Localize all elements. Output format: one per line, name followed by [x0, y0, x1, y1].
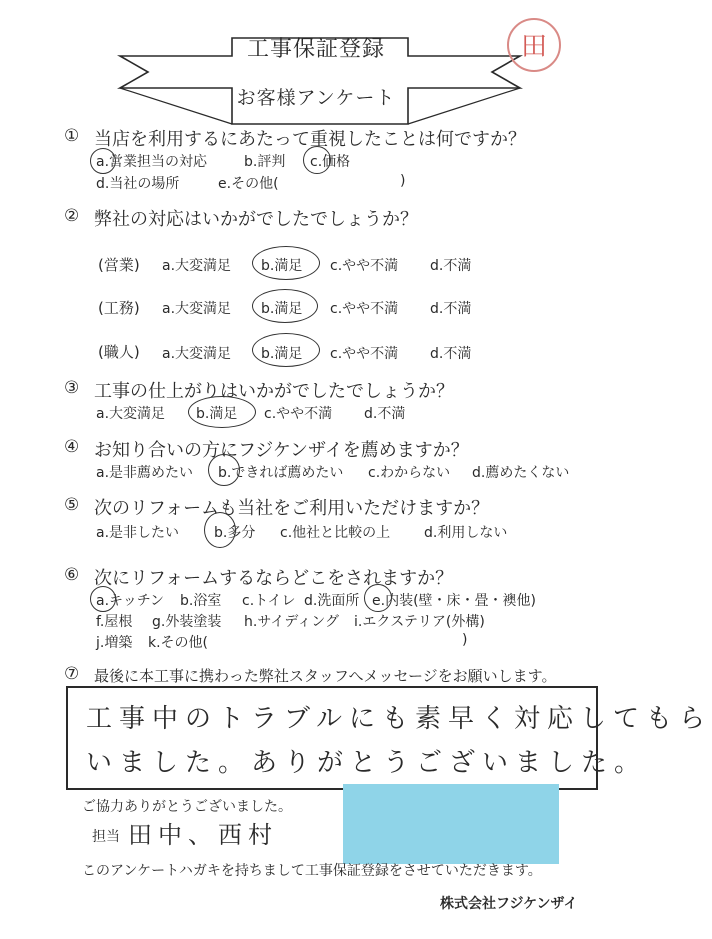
q5-option-b[interactable]: b.多分	[214, 525, 256, 541]
q6-option-b[interactable]: b.浴室	[180, 593, 222, 609]
q2-row-craftsman-label: (職人)	[98, 343, 140, 361]
q6-option-k-close: )	[462, 632, 468, 648]
q5-option-d[interactable]: d.利用しない	[424, 525, 508, 541]
q6-text: 次にリフォームするならどこをされますか？	[94, 568, 454, 589]
staff-label: 担当	[92, 829, 120, 845]
page-title: 工事保証登録	[246, 37, 385, 62]
q1-option-c[interactable]: c.価格	[310, 154, 351, 170]
q6-option-d[interactable]: d.洗面所	[304, 593, 360, 609]
q2-sales-option-a[interactable]: a.大変満足	[162, 258, 232, 274]
company-name: 株式会社フジケンザイ	[440, 896, 578, 912]
q6-a-circle-mark	[90, 586, 116, 612]
q7-text: 最後に本工事に携わった弊社スタッフへメッセージをお願いします。	[94, 667, 557, 685]
q2-sales-b-circle-mark	[252, 246, 320, 280]
q1-option-b[interactable]: b.評判	[244, 154, 286, 170]
q2-text: 弊社の対応はいかがでしたでしょうか？	[94, 209, 418, 230]
q1-a-circle-mark	[90, 148, 116, 174]
q2-number: ②	[64, 206, 80, 226]
q3-text: 工事の仕上がりはいかがでしたでしょうか？	[94, 381, 454, 402]
q3-option-a[interactable]: a.大変満足	[96, 406, 166, 422]
page-subtitle: お客様アンケート	[236, 87, 396, 109]
q1-c-circle-mark	[303, 146, 331, 174]
q4-option-b[interactable]: b.できれば薦めたい	[218, 465, 344, 481]
message-line-2: いました。ありがとうございました。	[86, 748, 648, 778]
q5-option-a[interactable]: a.是非したい	[96, 525, 180, 541]
q4-option-c[interactable]: c.わからない	[368, 465, 451, 481]
q6-option-k[interactable]: k.その他(	[148, 635, 209, 651]
q2-craftsman-option-d[interactable]: d.不満	[430, 346, 472, 362]
q2-craftsman-b-circle-mark	[252, 333, 320, 367]
q3-option-b[interactable]: b.満足	[196, 406, 238, 422]
thanks-text: ご協力ありがとうございました。	[82, 799, 292, 815]
q6-option-i[interactable]: i.エクステリア(外構)	[354, 614, 485, 630]
q4-option-a[interactable]: a.是非薦めたい	[96, 465, 194, 481]
q2-construction-option-a[interactable]: a.大変満足	[162, 301, 232, 317]
q2-construction-option-d[interactable]: d.不満	[430, 301, 472, 317]
q3-option-d[interactable]: d.不満	[364, 406, 406, 422]
q4-b-circle-mark	[208, 454, 240, 486]
q7-number: ⑦	[64, 664, 80, 684]
q1-option-e-close: )	[400, 173, 406, 189]
q2-construction-option-b[interactable]: b.満足	[261, 301, 303, 317]
q6-number: ⑥	[64, 565, 80, 585]
q6-option-e[interactable]: e.内装(壁・床・畳・襖他)	[372, 593, 536, 609]
q2-sales-option-d[interactable]: d.不満	[430, 258, 472, 274]
q2-row-construction-label: (工務)	[98, 299, 140, 317]
q6-option-f[interactable]: f.屋根	[96, 614, 133, 630]
q4-number: ④	[64, 437, 80, 457]
q6-option-c[interactable]: c.トイレ	[242, 593, 296, 609]
q1-text: 当店を利用するにあたって重視したことは何ですか？	[94, 129, 526, 150]
q6-option-j[interactable]: j.増築	[96, 635, 133, 651]
q5-number: ⑤	[64, 495, 80, 515]
seal-stamp: 田	[507, 18, 561, 72]
q1-option-d[interactable]: d.当社の場所	[96, 176, 180, 192]
q2-craftsman-option-c[interactable]: c.やや不満	[330, 346, 399, 362]
q6-option-h[interactable]: h.サイディング	[244, 614, 339, 630]
q2-sales-option-b[interactable]: b.満足	[261, 258, 303, 274]
q5-option-c[interactable]: c.他社と比較の上	[280, 525, 391, 541]
q2-craftsman-option-a[interactable]: a.大変満足	[162, 346, 232, 362]
q2-construction-b-circle-mark	[252, 289, 318, 323]
q2-construction-option-c[interactable]: c.やや不満	[330, 301, 399, 317]
message-line-1: 工事中のトラブルにも素早く対応してもら	[86, 704, 712, 734]
q6-e-circle-mark	[364, 584, 392, 612]
q6-option-g[interactable]: g.外装塗装	[152, 614, 222, 630]
registration-note: このアンケートハガキを持ちまして工事保証登録をさせていただきます。	[82, 863, 542, 879]
q6-option-a[interactable]: a.キッチン	[96, 593, 165, 609]
q2-craftsman-option-b[interactable]: b.満足	[261, 346, 303, 362]
q2-row-sales-label: (営業)	[98, 256, 140, 274]
staff-names: 田中、西村	[128, 821, 278, 849]
redacted-area	[343, 784, 559, 864]
q2-sales-option-c[interactable]: c.やや不満	[330, 258, 399, 274]
q1-option-e[interactable]: e.その他(	[218, 176, 279, 192]
q4-text: お知り合いの方にフジケンザイを薦めますか？	[94, 440, 469, 461]
q4-option-d[interactable]: d.薦めたくない	[472, 465, 570, 481]
q1-number: ①	[64, 126, 80, 146]
q3-number: ③	[64, 378, 80, 398]
q3-b-circle-mark	[188, 396, 256, 428]
q3-option-c[interactable]: c.やや不満	[264, 406, 333, 422]
q1-option-a[interactable]: a.営業担当の対応	[96, 154, 208, 170]
q5-text: 次のリフォームも当社をご利用いただけますか？	[94, 498, 490, 519]
q5-b-circle-mark	[204, 512, 236, 548]
